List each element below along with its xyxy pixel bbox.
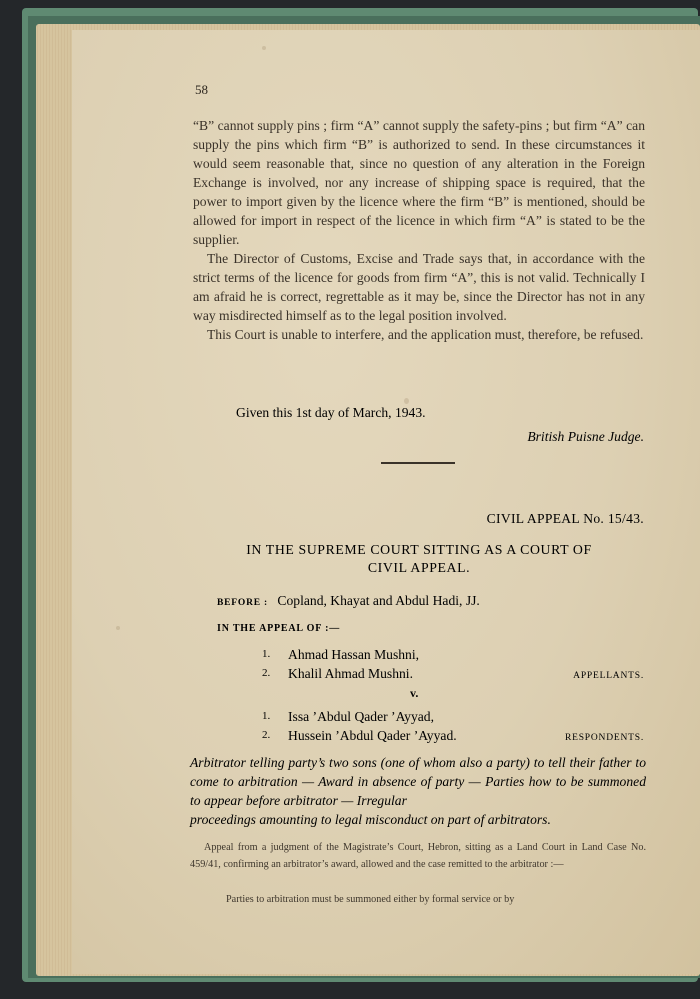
- before-label: BEFORE :: [217, 598, 269, 608]
- headnote: [190, 753, 646, 829]
- court-title: [193, 541, 645, 577]
- appellants-label: APPELLANTS.: [573, 671, 644, 681]
- section-divider: [381, 462, 455, 464]
- bench-line: [217, 593, 480, 609]
- bench-judges: Copland, Khayat and Abdul Hadi, JJ.: [277, 593, 480, 608]
- given-date-line: Given this 1st day of March, 1943.: [236, 405, 426, 420]
- appellants-list: [262, 645, 646, 683]
- party-number: 1.: [262, 710, 271, 722]
- party-row: [262, 664, 646, 683]
- appeal-number: CIVIL APPEAL No. 15/43.: [486, 511, 644, 526]
- judge-signature: British Puisne Judge.: [527, 429, 644, 444]
- party-name: Issa ’Abdul Qader ’Ayyad,: [288, 709, 434, 724]
- appeal-from-paragraph: Appeal from a judgment of the Magistrate’s Court, Hebron, sitting as a Land Court in Land Case No. 459/41, confirming an arbitrator’s award, allowed and the case remitted to the arbitrator :—: [190, 842, 646, 870]
- appeal-from-text: [190, 839, 646, 873]
- party-name: Khalil Ahmad Mushni.: [288, 666, 413, 681]
- court-title-line: CIVIL APPEAL.: [367, 560, 471, 575]
- party-row: [262, 707, 646, 726]
- versus-label: v.: [410, 686, 419, 700]
- paragraph: This Court is unable to interfere, and the application must, therefore, be refused.: [207, 327, 644, 342]
- paragraph: “B” cannot supply pins ; firm “A” cannot supply the safety-pins ; but firm “A” can supply the pins which firm “B” is authorized to send. In these circumstances it would seem reasonable that, since no question of any alteration in the Foreign Exchange is involved, nor any increase of shipping space is required, that the power to import given by the licence where the firm “B” is mentioned, should be allowed for import in respect of the licence in which firm “A” is stated to be the supplier.: [193, 118, 645, 247]
- party-name: Ahmad Hassan Mushni,: [288, 647, 420, 662]
- respondents-list: [262, 707, 646, 745]
- party-row: [262, 645, 646, 664]
- headnote-last-line: proceedings amounting to legal misconduct on part of arbitrators.: [190, 812, 551, 827]
- respondents-label: RESPONDENTS.: [564, 733, 644, 743]
- headnote-text: Arbitrator telling party’s two sons (one of whom also a party) to tell their father to come to arbitration — Award in absence of party — Parties how to be summoned to appear before arbitrator — Irregular: [190, 755, 646, 808]
- summary-paragraph: Parties to arbitration must be summoned either by formal service or by: [226, 894, 515, 905]
- paragraph: The Director of Customs, Excise and Trade says that, in accordance with the strict terms of the licence for goods from firm “A”, this is not valid. Technically I am afraid he is correct, regrettable as it may be, since the Director has not in any way misdirected himself as to the legal position involved.: [193, 251, 645, 323]
- party-number: 2.: [262, 667, 271, 679]
- party-row: [262, 726, 646, 745]
- party-number: 1.: [262, 648, 271, 660]
- party-name: Hussein ’Abdul Qader ’Ayyad.: [288, 728, 457, 743]
- party-number: 2.: [262, 729, 271, 741]
- summary-text: [190, 891, 646, 908]
- in-appeal-of-label: IN THE APPEAL OF :—: [217, 623, 340, 634]
- page-number: 58: [195, 82, 208, 97]
- opinion-text: [193, 116, 645, 344]
- court-title-line: IN THE SUPREME COURT SITTING AS A COURT OF: [246, 542, 592, 557]
